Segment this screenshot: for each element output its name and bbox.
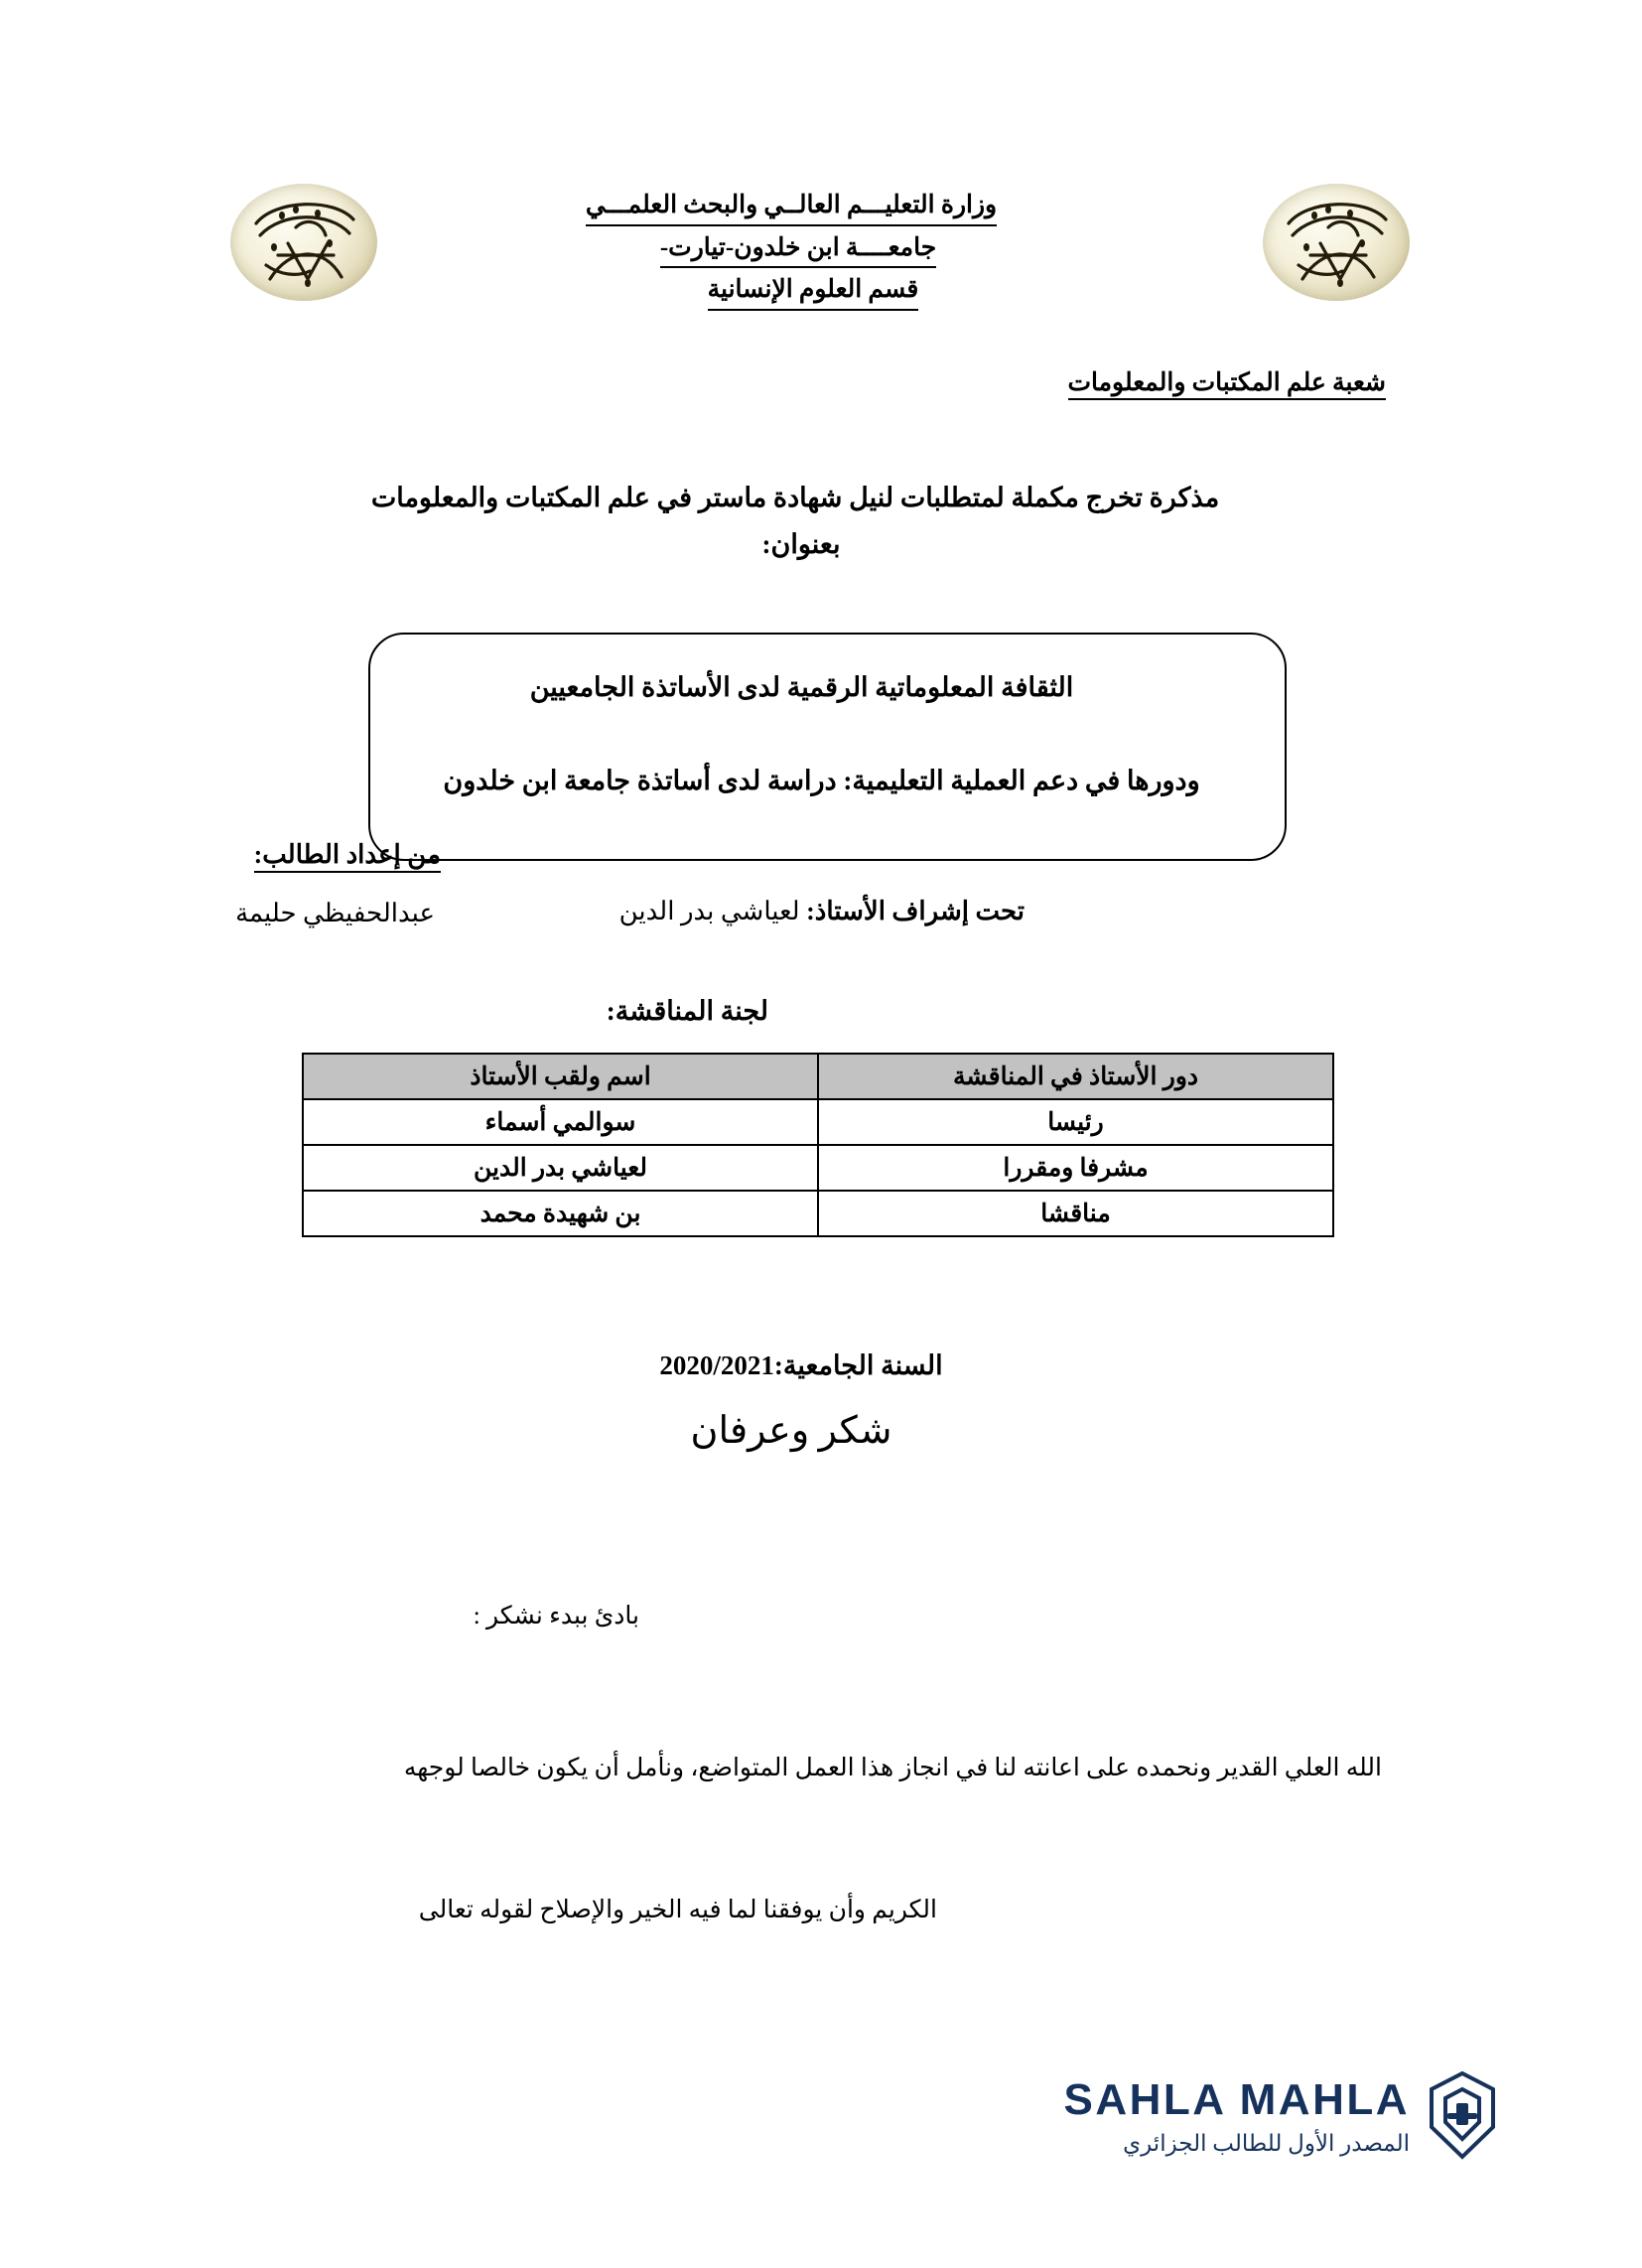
- header-text-block: [0, 188, 1642, 315]
- branch-line-text: شعبة علم المكتبات والمعلومات: [1068, 367, 1386, 400]
- department-line: [0, 272, 1642, 311]
- thesis-title-line-2: ودورها في دعم العملية التعليمية: دراسة لدى أساتذة جامعة ابن خلدون: [443, 766, 1200, 795]
- table-row: [303, 1099, 1333, 1145]
- cell-role: مشرفا ومقررا: [818, 1145, 1333, 1191]
- table-header-row: [303, 1054, 1333, 1099]
- thesis-statement-line-1: مذكرة تخرج مكملة لمتطلبات لنيل شهادة ماستر في علم المكتبات والمعلومات: [370, 483, 1220, 512]
- table-row: [303, 1191, 1333, 1236]
- cell-role: مناقشا: [818, 1191, 1333, 1236]
- document-header: [0, 184, 1642, 362]
- cell-name: سوالمي أسماء: [303, 1099, 818, 1145]
- supervisor-name: لعياشي بدر الدين: [618, 897, 800, 925]
- department-line-text: قسم العلوم الإنسانية: [708, 272, 919, 311]
- brand-watermark: [967, 2065, 1503, 2195]
- acknowledgements-line-2: الله العلي القدير ونحمده على اعانته لنا في انجاز هذا العمل المتواضع، ونأمل أن يكون خالصا لوجهه: [403, 1755, 1382, 1781]
- ministry-line-text: وزارة التعليـــم العالــي والبحث العلمـــي: [586, 188, 997, 226]
- thesis-title-line-1: الثقافة المعلوماتية الرقمية لدى الأساتذة الجامعيين: [529, 672, 1074, 702]
- supervisor-block: [619, 897, 1025, 926]
- thesis-statement: [0, 475, 1642, 569]
- brand-name: SAHLA MAHLA: [1063, 2075, 1410, 2124]
- acknowledgements-title: شكر وعرفان: [690, 1410, 892, 1452]
- academic-year: السنة الجامعية:2020/2021: [659, 1350, 943, 1380]
- branch-line: [1068, 367, 1386, 400]
- thesis-title-box: [368, 633, 1287, 861]
- prepared-by-label-text: من إعداد الطالب:: [254, 840, 441, 873]
- column-header-role: دور الأستاذ في المناقشة: [818, 1054, 1333, 1099]
- jury-label: لجنة المناقشة:: [606, 996, 768, 1026]
- sahla-mahla-logo-icon: [1426, 2069, 1499, 2161]
- university-line-text: جامعــــة ابن خلدون-تيارت-: [660, 230, 936, 269]
- ministry-line: [0, 188, 1642, 226]
- prepared-by-label: [254, 840, 441, 873]
- column-header-name: اسم ولقب الأستاذ: [303, 1054, 818, 1099]
- acknowledgements-line-1: بادئ ببدء نشكر :: [473, 1603, 639, 1630]
- brand-tagline: المصدر الأول للطالب الجزائري: [1123, 2131, 1410, 2156]
- cell-name: لعياشي بدر الدين: [303, 1145, 818, 1191]
- acknowledgements-line-3: الكريم وأن يوفقنا لما فيه الخير والإصلاح لقوله تعالى: [418, 1897, 937, 1923]
- cell-name: بن شهيدة محمد: [303, 1191, 818, 1236]
- jury-table: [302, 1053, 1334, 1237]
- thesis-statement-line-2: بعنوان:: [761, 529, 841, 560]
- supervisor-label: تحت إشراف الأستاذ:: [806, 897, 1025, 925]
- cell-role: رئيسا: [818, 1099, 1333, 1145]
- university-line: [0, 230, 1642, 269]
- student-name: عبدالحفيظي حليمة: [235, 899, 435, 927]
- table-row: [303, 1145, 1333, 1191]
